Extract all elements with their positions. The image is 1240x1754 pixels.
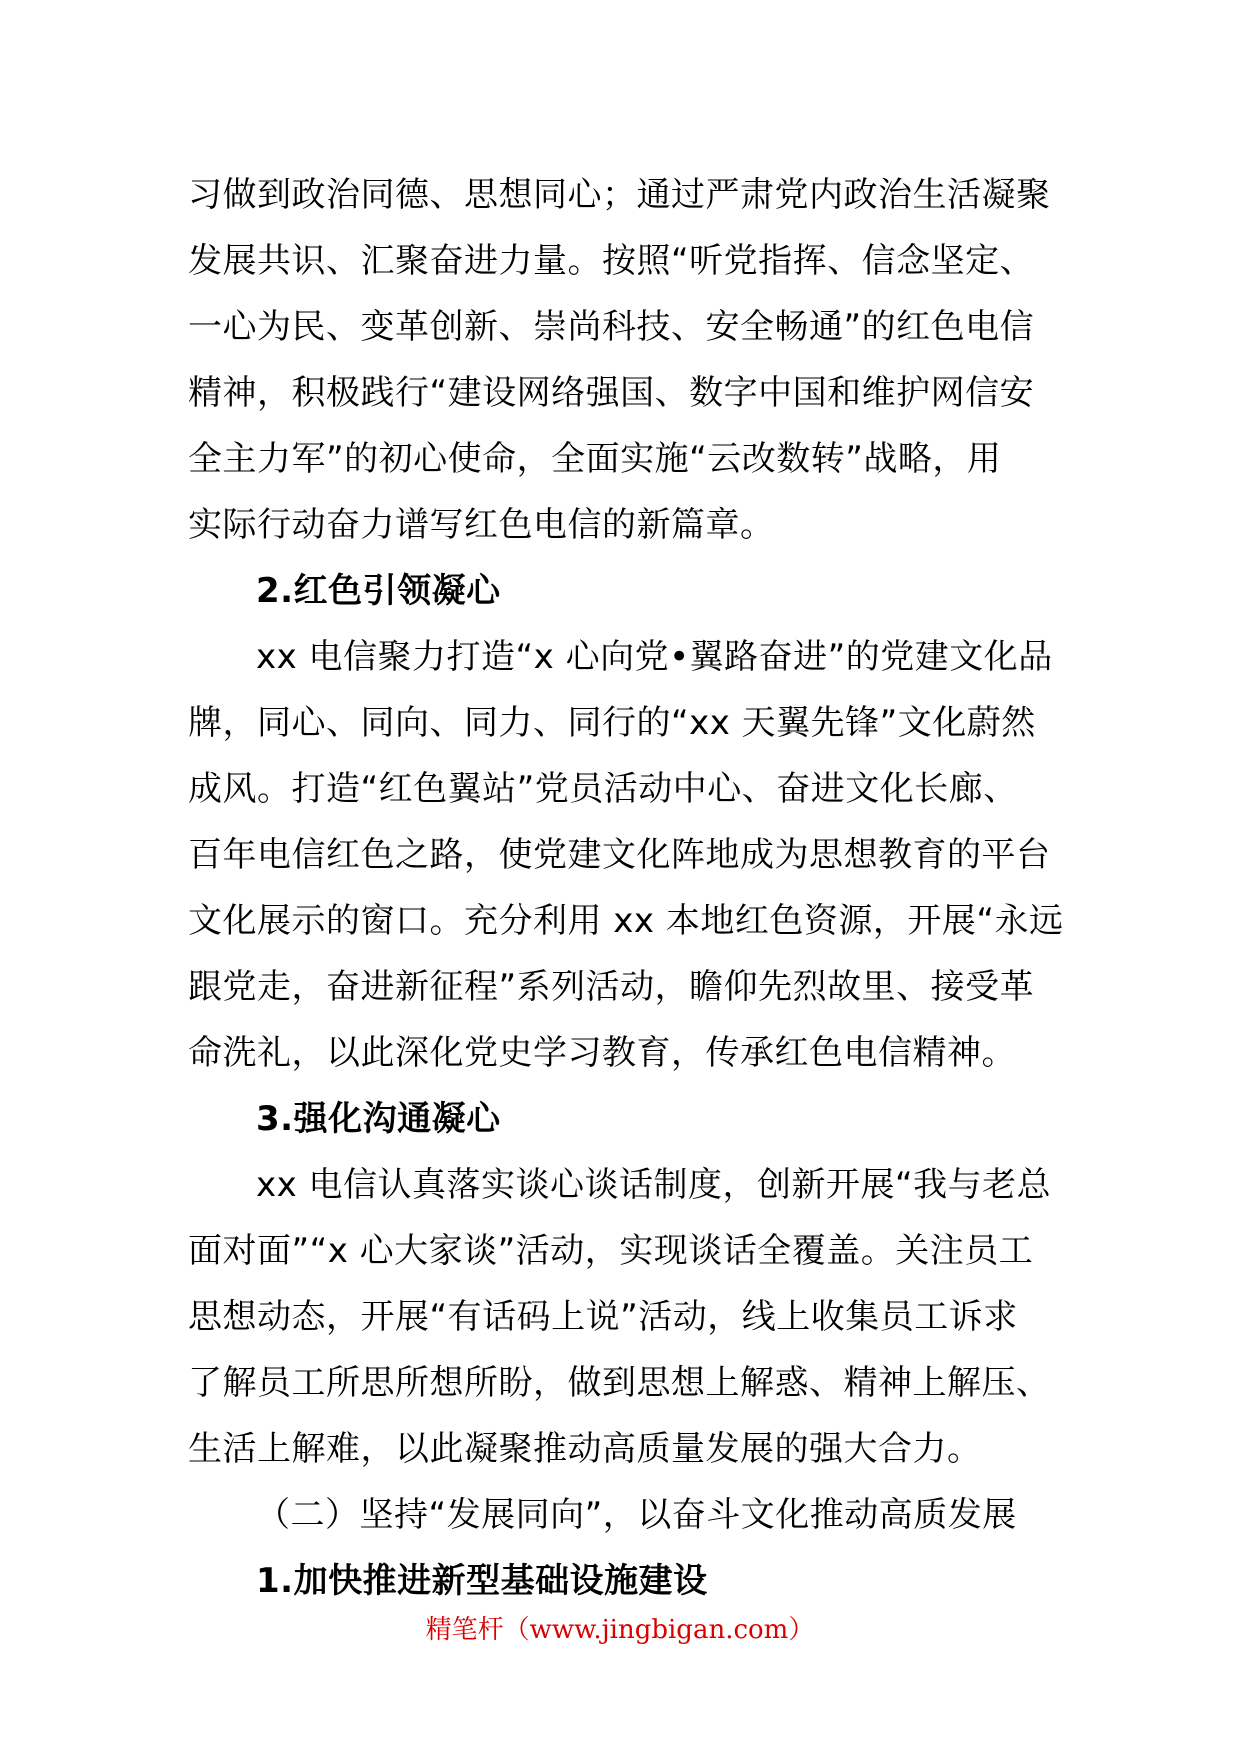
subsection-heading: （二）坚持“发展同向”，以奋斗文化推动高质发展: [256, 1495, 1017, 1535]
section-heading: 3.强化沟通凝心: [256, 1099, 501, 1139]
footer-watermark: 精笔杆（www.jingbigan.com）: [425, 1615, 815, 1645]
document-body: [188, 162, 1064, 1614]
paragraph-line: xx 电信认真落实谈心谈话制度，创新开展“我与老总: [256, 1165, 1052, 1205]
paragraph-line: 发展共识、汇聚奋进力量。按照“听党指挥、信念坚定、: [188, 241, 1035, 281]
paragraph-line: 百年电信红色之路，使党建文化阵地成为思想教育的平台: [188, 835, 1051, 875]
paragraph-line: xx 电信聚力打造“x 心向党•翼路奋进”的党建文化品: [256, 637, 1053, 677]
paragraph-line: 实际行动奋力谱写红色电信的新篇章。: [188, 505, 775, 545]
paragraph-line: 思想动态，开展“有话码上说”活动，线上收集员工诉求: [188, 1297, 1018, 1337]
paragraph-line: 生活上解难，以此凝聚推动高质量发展的强大合力。: [188, 1429, 982, 1469]
paragraph-line: 了解员工所思所想所盼，做到思想上解惑、精神上解压、: [188, 1363, 1051, 1403]
paragraph-line: 习做到政治同德、思想同心；通过严肃党内政治生活凝聚: [188, 175, 1051, 215]
paragraph-line: 牌，同心、同向、同力、同行的“xx 天翼先锋”文化蔚然: [188, 703, 1036, 743]
section-heading: 1.加快推进新型基础设施建设: [256, 1561, 708, 1601]
paragraph-line: 命洗礼，以此深化党史学习教育，传承红色电信精神。: [188, 1033, 1016, 1073]
paragraph-line: 面对面”“x 心大家谈”活动，实现谈话全覆盖。关注员工: [188, 1231, 1034, 1271]
paragraph-line: 精神，积极践行“建设网络强国、数字中国和维护网信安: [188, 373, 1035, 413]
paragraph-line: 文化展示的窗口。充分利用 xx 本地红色资源，开展“永远: [188, 901, 1064, 941]
section-heading: 2.红色引领凝心: [256, 571, 501, 611]
paragraph-line: 跟党走，奋进新征程”系列活动，瞻仰先烈故里、接受革: [188, 967, 1035, 1007]
paragraph-line: 全主力军”的初心使命，全面实施“云改数转”战略，用: [188, 439, 1002, 479]
paragraph-line: 成风。打造“红色翼站”党员活动中心、奋进文化长廊、: [188, 769, 1018, 809]
paragraph-line: 一心为民、变革创新、崇尚科技、安全畅通”的红色电信: [188, 307, 1035, 347]
